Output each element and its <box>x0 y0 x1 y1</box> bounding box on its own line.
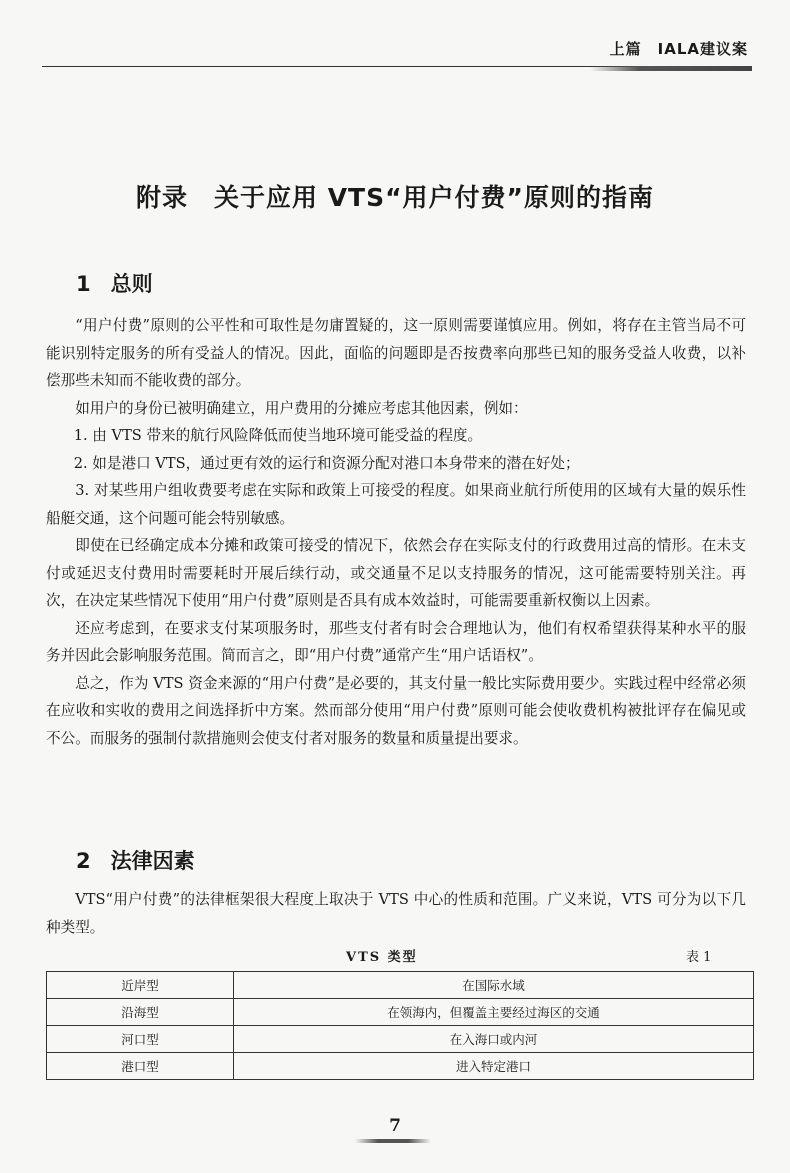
section-body-general <box>46 312 746 752</box>
table-cell-type: 港口型 <box>47 1053 234 1080</box>
table-cell-description: 在国际水域 <box>234 972 754 999</box>
table-cell-description: 进入特定港口 <box>234 1053 754 1080</box>
header-rule-accent <box>590 66 752 71</box>
table-cell-type: 沿海型 <box>47 999 234 1026</box>
list-item: 2. 如是港口 VTS，通过更有效的运行和资源分配对港口本身带来的潜在好处； <box>73 454 580 472</box>
section-title: 法律因素 <box>110 849 195 873</box>
vts-types-table <box>46 971 754 1080</box>
table-row <box>47 999 754 1026</box>
paragraph: 总之，作为 VTS 资金来源的“用户付费”是必要的，其支付量一般比实际费用要少。实践过程中经常必须在应收和实收的费用之间选择折中方案。然而部分使用“用户付费”原则可能会使收费机构被批评存在偏见或不公。而服务的强制付款措施则会使支付者对服务的数量和质量提出要求。 <box>46 674 746 747</box>
section-title: 总则 <box>110 272 153 296</box>
table-row <box>47 1026 754 1053</box>
table-cell-description: 在入海口或内河 <box>234 1026 754 1053</box>
table-title: VTS 类型 <box>346 950 418 965</box>
section-heading-general <box>76 268 153 298</box>
paragraph: 如用户的身份已被明确建立，用户费用的分摊应考虑其他因素，例如： <box>75 399 528 417</box>
page-number: 7 <box>389 1116 401 1136</box>
list-item: 1. 由 VTS 带来的航行风险降低而使当地环境可能受益的程度。 <box>73 427 483 444</box>
section-body-legal <box>46 886 746 941</box>
page-number-rule <box>355 1139 431 1143</box>
table-row <box>47 1053 754 1080</box>
appendix-title: 附录 关于应用 VTS“用户付费”原则的指南 <box>136 183 654 212</box>
running-header: 上篇 IALA建议案 <box>609 40 748 58</box>
table-cell-type: 近岸型 <box>47 972 234 999</box>
paragraph: “用户付费”原则的公平性和可取性是勿庸置疑的，这一原则需要谨慎应用。例如，将存在主管当局不可能识别特定服务的所有受益人的情况。因此，面临的问题即是否按费率向那些已知的服务受益人收费，以补偿那些未知而不能收费的部分。 <box>46 317 746 389</box>
paragraph: VTS“用户付费”的法律框架很大程度上取决于 VTS 中心的性质和范围。广义来说，VTS 可分为以下几种类型。 <box>46 891 746 936</box>
section-number: 2 <box>76 849 91 873</box>
table-row <box>47 972 754 999</box>
list-item: 3. 对某些用户组收费要考虑在实际和政策上可接受的程度。如果商业航行所使用的区域有大量的娱乐性船艇交通，这个问题可能会特别敏感。 <box>46 482 746 527</box>
section-heading-legal <box>76 845 195 875</box>
table-caption <box>46 946 746 966</box>
paragraph: 即使在已经确定成本分摊和政策可接受的情况下，依然会存在实际支付的行政费用过高的情形。在未支付或延迟支付费用时需要耗时开展后续行动，或交通量不足以支持服务的情况，这可能需要特别关注。再次，在决定某些情况下使用“用户付费”原则是否具有成本效益时，可能需要重新权衡以上因素。 <box>46 537 746 609</box>
paragraph: 还应考虑到，在要求支付某项服务时，那些支付者有时会合理地认为，他们有权希望获得某种水平的服务并因此会影响服务范围。简而言之，即“用户付费”通常产生“用户话语权”。 <box>46 619 746 664</box>
table-number: 表 1 <box>686 950 712 965</box>
table-cell-type: 河口型 <box>47 1026 234 1053</box>
table-cell-description: 在领海内，但覆盖主要经过海区的交通 <box>234 999 754 1026</box>
section-number: 1 <box>76 272 91 296</box>
